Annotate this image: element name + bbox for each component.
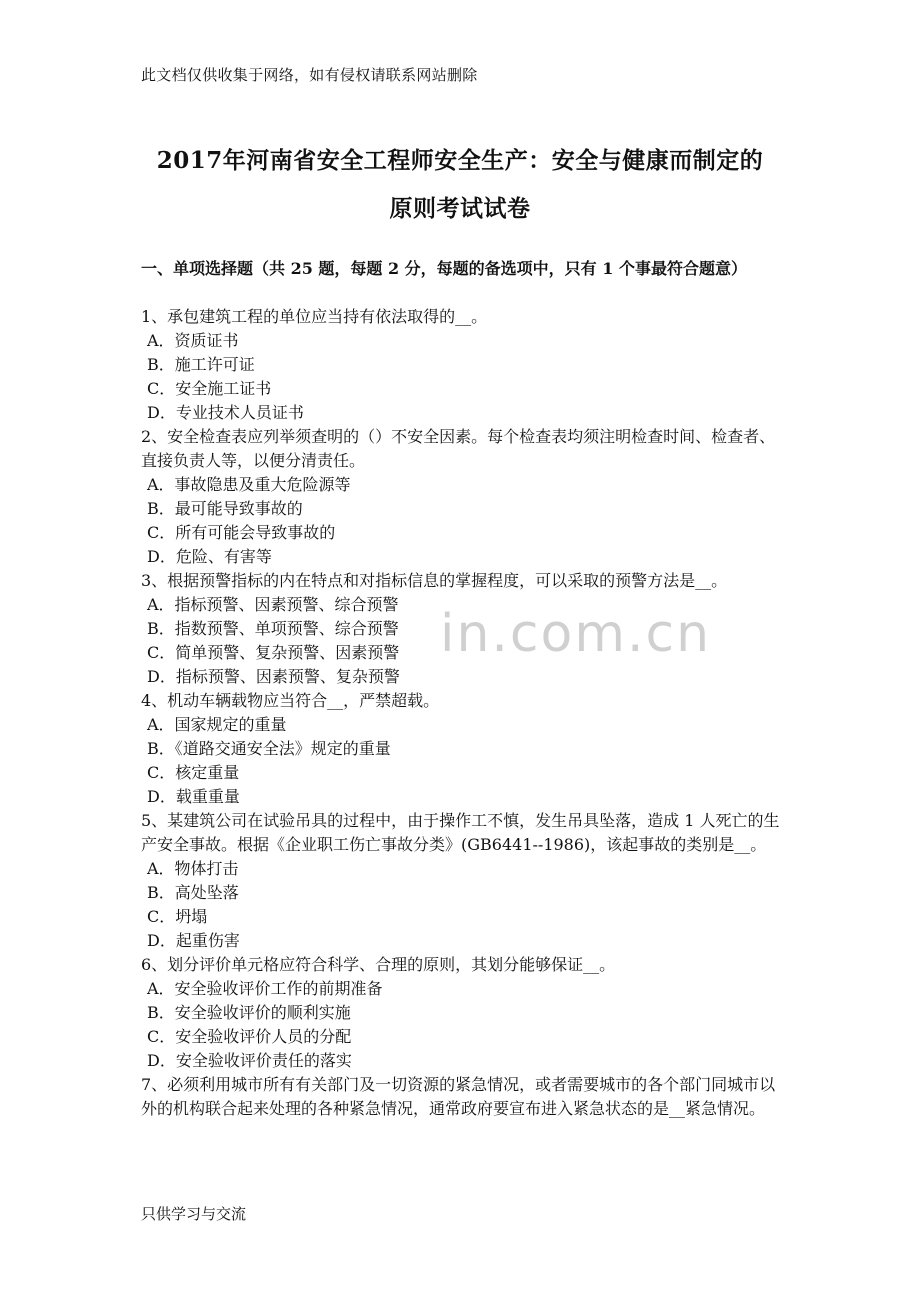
option-c: C．坍塌	[147, 907, 208, 926]
document-title-line-1: 2017年河南省安全工程师安全生产：安全与健康而制定的	[156, 147, 764, 174]
option-b: B．最可能导致事故的	[147, 499, 303, 518]
option-b: B．施工许可证	[147, 355, 255, 374]
option-d: D．安全验收评价责任的落实	[147, 1051, 352, 1070]
question-block	[141, 425, 791, 569]
option-d: D．危险、有害等	[147, 547, 272, 566]
option-d: D．起重伤害	[147, 931, 240, 950]
option-b: B．高处坠落	[147, 883, 239, 902]
section-heading: 一、单项选择题（共 25 题，每题 2 分，每题的备选项中，只有 1 个事最符合题意）	[141, 259, 747, 278]
question-block	[141, 1073, 791, 1121]
footer-note: 只供学习与交流	[141, 1205, 247, 1223]
option-c: C．简单预警、复杂预警、因素预警	[147, 643, 400, 662]
question-text: 3、根据预警指标的内在特点和对指标信息的掌握程度，可以采取的预警方法是__。	[141, 571, 728, 590]
question-block	[141, 953, 791, 1073]
option-d: D．载重重量	[147, 787, 240, 806]
option-a: A．国家规定的重量	[147, 715, 287, 734]
question-text: 1、承包建筑工程的单位应当持有依法取得的__。	[141, 307, 488, 326]
option-a: A．指标预警、因素预警、综合预警	[147, 595, 399, 614]
option-c: C．安全施工证书	[147, 379, 272, 398]
watermark: in.com.cn	[440, 604, 712, 664]
question-text: 4、机动车辆载物应当符合__，严禁超载。	[141, 691, 440, 710]
option-c: C．所有可能会导致事故的	[147, 523, 336, 542]
header-note: 此文档仅供收集于网络，如有侵权请联系网站删除	[141, 66, 478, 84]
option-a: A．资质证书	[147, 331, 239, 350]
document-title-line-2: 原则考试试卷	[389, 195, 531, 222]
option-b: B．指数预警、单项预警、综合预警	[147, 619, 399, 638]
option-c: C．核定重量	[147, 763, 240, 782]
option-c: C．安全验收评价人员的分配	[147, 1027, 352, 1046]
question-block	[141, 809, 791, 953]
question-block	[141, 305, 791, 425]
option-a: A．事故隐患及重大危险源等	[147, 475, 351, 494]
option-d: D．指标预警、因素预警、复杂预警	[147, 667, 400, 686]
option-b: B．《道路交通安全法》规定的重量	[147, 739, 391, 758]
option-b: B．安全验收评价的顺利实施	[147, 1003, 351, 1022]
question-list	[141, 305, 791, 1121]
option-a: A．安全验收评价工作的前期准备	[147, 979, 383, 998]
option-a: A．物体打击	[147, 859, 239, 878]
question-text: 5、某建筑公司在试验吊具的过程中，由于操作工不慎，发生吊具坠落，造成 1 人死亡的生产安全事故。根据《企业职工伤亡事故分类》(GB6441--1986)，该起事故的类别是__。	[141, 811, 780, 854]
question-text: 6、划分评价单元格应符合科学、合理的原则，其划分能够保证__。	[141, 955, 616, 974]
question-block	[141, 689, 791, 809]
option-d: D．专业技术人员证书	[147, 403, 304, 422]
question-text: 2、安全检查表应列举须查明的（）不安全因素。每个检查表均须注明检查时间、检查者、直接负责人等，以便分清责任。	[141, 427, 776, 470]
question-text: 7、必须利用城市所有有关部门及一切资源的紧急情况，或者需要城市的各个部门同城市以外的机构联合起来处理的各种紧急情况，通常政府要宣布进入紧急状态的是__紧急情况。	[141, 1075, 776, 1118]
